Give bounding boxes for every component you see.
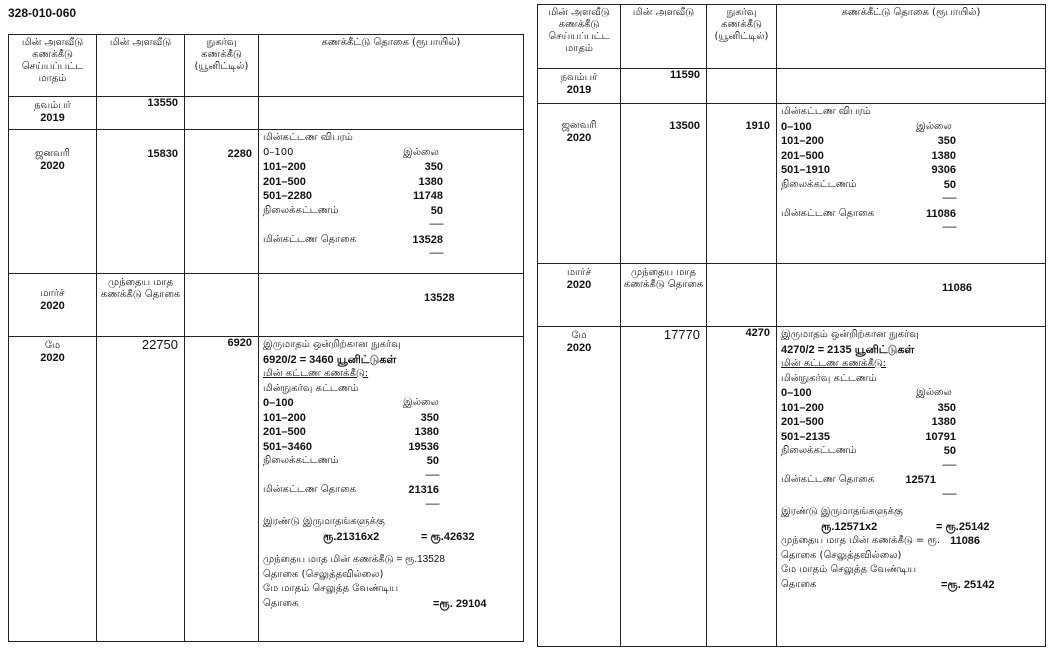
reading-cell: முந்தைய மாத கணக்கீடு தொகை <box>621 264 707 327</box>
header-units: நுகர்வு கணக்கீடு (யூனிட்டில்) <box>707 5 777 69</box>
month-cell: ஜனவரி 2020 <box>538 104 621 264</box>
header-units: நுகர்வு கணக்கீடு (யூனிட்டில்) <box>185 35 259 97</box>
row-mar-2020 <box>538 264 1046 327</box>
details-title: மின்கட்டண விபரம் <box>263 132 353 143</box>
header-reading: மின் அளவீடு <box>621 5 707 69</box>
row-mar-2020 <box>9 274 524 337</box>
units-cell: 6920 <box>185 337 259 642</box>
amount-cell <box>777 69 1046 104</box>
bill-details: மின்கட்டண விபரம் 0–100 இல்லை 101–200 350 201–500 1380 501–1910 9306 நிலைக்கட்டணம் 50 ------ மின்கட்டண தொகை 11086 ------ <box>777 104 1046 264</box>
reading-cell: 22750 <box>97 337 185 642</box>
header-amount: கணக்கீட்டு தொகை (ரூபாயில்) <box>777 5 1046 69</box>
header-month: மின் அளவீடு கணக்கீடு செய்யப்பட்ட மாதம் <box>538 5 621 69</box>
row-nov-2019 <box>9 97 524 130</box>
units-cell: 4270 <box>707 327 777 647</box>
reading-cell: 13550 <box>97 97 185 130</box>
bill-details: இருமாதம் ஒன்றிற்கான நுகர்வு 4270/2 = 2135 யூனிட்டுகள் மின் கட்டண கணக்கீடு: மின்நுகர்வு கட்டணம் 0–100 இல்லை 101–200 350 201–500 1380 501–2135 10791 நிலைக்கட்டணம் 50 ------ மின்கட்டண தொகை 12571 ------ இரண்டு இருமாதங்களுக்கு ரூ.12571x2 = ரூ.25142 முந்தைய மாத மின் கணக்கீடு = ரூ. 11086 தொகை (செலுத்தவில்லை) மே மாதம் செலுத்த வேண்டிய தொகை =ரூ. 25142 <box>777 327 1046 647</box>
units-cell <box>707 69 777 104</box>
row-jan-2020 <box>538 104 1046 264</box>
month-cell: நவம்பர் 2019 <box>538 69 621 104</box>
row-nov-2019 <box>538 69 1046 104</box>
amount-cell <box>259 97 524 130</box>
amount-cell: 13528 <box>259 274 524 337</box>
bill-details: மின்கட்டண விபரம் 0–100 இல்லை 101–200 350 201–500 1380 501–2280 11748 நிலைக்கட்டணம் 50 ------ மின்கட்டண தொகை 13528 ------ <box>259 130 524 274</box>
row-may-2020 <box>9 337 524 642</box>
header-row <box>9 35 524 97</box>
reading-cell: 17770 <box>621 327 707 647</box>
header-row <box>538 5 1046 69</box>
right-billing-table <box>537 4 1046 647</box>
reading-cell: 15830 <box>97 130 185 274</box>
row-jan-2020 <box>9 130 524 274</box>
month-cell: மார்ச் 2020 <box>9 274 97 337</box>
row-may-2020 <box>538 327 1046 647</box>
header-month: மின் அளவீடு கணக்கீடு செய்யப்பட்ட மாதம் <box>9 35 97 97</box>
units-cell: 2280 <box>185 130 259 274</box>
units-cell: 1910 <box>707 104 777 264</box>
header-reading: மின் அளவீடு <box>97 35 185 97</box>
reading-cell: 13500 <box>621 104 707 264</box>
units-cell <box>707 264 777 327</box>
reading-cell: முந்தைய மாத கணக்கீடு தொகை <box>97 274 185 337</box>
units-cell <box>185 97 259 130</box>
month-cell: மே 2020 <box>9 337 97 642</box>
header-amount: கணக்கீட்டு தொகை (ரூபாயில்) <box>259 35 524 97</box>
amount-cell: 11086 <box>777 264 1046 327</box>
document-code: 328-010-060 <box>8 6 77 20</box>
left-billing-table <box>8 34 524 642</box>
month-cell: மே 2020 <box>538 327 621 647</box>
bill-details: இருமாதம் ஒன்றிற்கான நுகர்வு 6920/2 = 3460 யூனிட்டுகள் மின் கட்டண கணக்கீடு: மின்நுகர்வு கட்டணம் 0–100 இல்லை 101–200 350 201–500 1380 501–3460 19536 நிலைக்கட்டணம் 50 ------ மின்கட்டண தொகை 21316 ------ இரண்டு இருமாதங்களுக்கு ரூ.21316x2 = ரூ.42632 முந்தைய மாத மின் கணக்கீடு = ரூ.13528 தொகை (செலுத்தவில்லை) மே மாதம் செலுத்த வேண்டிய தொகை =ரூ. 29104 <box>259 337 524 642</box>
month-cell: மார்ச் 2020 <box>538 264 621 327</box>
month-cell: நவம்பர் 2019 <box>9 97 97 130</box>
units-cell <box>185 274 259 337</box>
details-title: மின்கட்டண விபரம் <box>781 106 871 117</box>
month-cell: ஜனவரி 2020 <box>9 130 97 274</box>
reading-cell: 11590 <box>621 69 707 104</box>
